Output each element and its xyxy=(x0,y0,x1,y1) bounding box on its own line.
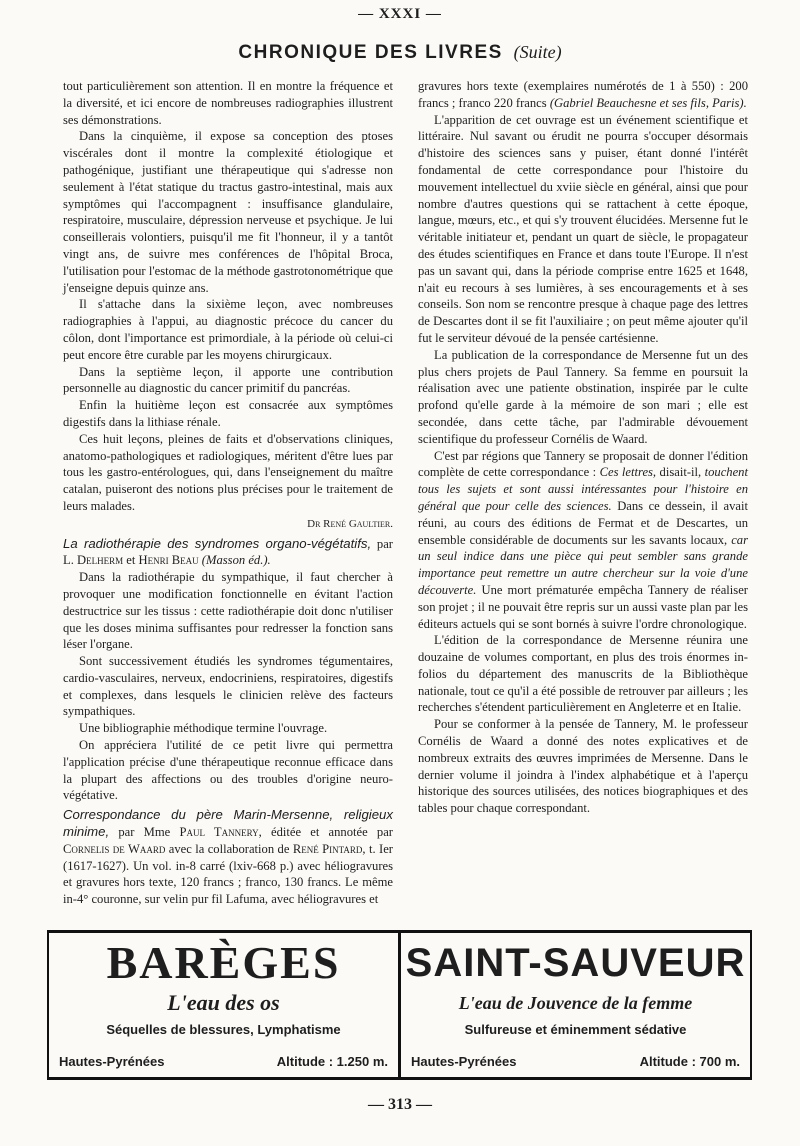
book-title: Correspondance du père Marin-Mersenne, religieux minime, xyxy=(63,807,393,840)
paragraph: La publication de la correspondance de Mersenne fut un des plus chers projets de Paul Tannery. Sa femme en poursuit la réalisation avec une patiente obstination, inspirée par le culte profond qu'elle garde à la mémoire de son mari ; elle est secondée, dans cette tâche, par l'admirable dévouement scientifique du professeur Cornélis de Waard. xyxy=(418,347,748,446)
entry-text: t. Ier (1617-1627). Un vol. in-8 carré (lxiv-668 p.) avec héliogravures et gravures hors texte, 120 francs ; franco, 130 francs. Le même in-4° couronne, sur velin pur fil Lafuma, avec héliogravures et xyxy=(63,841,393,907)
paragraph: Une bibliographie méthodique termine l'ouvrage. xyxy=(79,721,328,736)
ad-altitude: Altitude : 1.250 m. xyxy=(276,1054,388,1069)
entry-text: éditée et annotée par xyxy=(270,825,393,840)
text-run: disait-il, xyxy=(659,465,702,480)
paragraph: Ces huit leçons, pleines de faits et d'observations cliniques, anatomo-pathologiques et radiologiques, méritent d'être lues par tous les gastro-entérologues, qui, dans l'enseignement du maître catalan, puiseront des notions plus précises pour le traitement de leurs malades. xyxy=(63,431,393,513)
book-author: L. Delherm xyxy=(63,553,124,568)
ad-slogan: L'eau de Jouvence de la femme xyxy=(458,993,693,1013)
ad-altitude: Altitude : 700 m. xyxy=(639,1054,740,1069)
paragraph: Dans la radiothérapie du sympathique, il faut chercher à provoquer une modification fonctionnelle en évitant l'action destructrice sur les tissus : cette radiothérapie doit donc n'utiliser que les doses minima suffisantes pour redresser la fonction sans léser l'organe. xyxy=(63,570,393,652)
entry-text: gravures hors texte (exemplaires numérotés de 1 à 550) : 200 francs ; franco 220 francs xyxy=(418,79,748,110)
ad-region: Hautes-Pyrénées xyxy=(59,1054,165,1069)
left-column xyxy=(63,78,393,908)
paragraph: Sont successivement étudiés les syndromes tégumentaires, cardio-vasculaires, nerveux, endocriniens, respiratoires, digestifs et complexes, dans lesquels le clinicien relève des facteurs sympathiques. xyxy=(63,654,393,719)
quote-run: car un seul indice dans une pièce qui peut sembler sans grande importance peut remettre un autre chercheur sur la voie d'une découverte. xyxy=(418,532,748,597)
ad-name: SAINT-SAUVEUR xyxy=(405,941,746,985)
running-title-suffix: (Suite) xyxy=(513,42,562,62)
paragraph: Enfin la huitième leçon est consacrée aux symptômes digestifs dans la lithiase rénale. xyxy=(63,398,393,429)
text-run: C'est par régions que Tannery se proposait de donner l'édition complète de cette correspondance : xyxy=(418,448,748,480)
right-column xyxy=(418,78,748,817)
page-number: — 313 — xyxy=(368,1096,432,1113)
paragraph: Dans la septième leçon, il apporte une contribution personnelle au diagnostic du cancer primitif du pancréas. xyxy=(63,364,393,396)
paragraph: L'apparition de cet ouvrage est un événement scientifique et littéraire. Nul savant ou érudit ne pourra s'occuper désormais d'histoire des sciences sans y puiser, étant donné l'intérêt fondamental de cette correspondance pour l'histoire du mouvement intellectuel du xviie siècle en général, ainsi que pour nombre d'autres questions qui se rattachent à cette époque, langue, mœurs, etc., et qui s'y trouvent élucidées. Mersenne fut le véritable initiateur et, pendant un quart de siècle, le propagateur des études scientifiques en France et dans toute l'Europe. Il n'est pas un savant qui, dans la période comprise entre 1625 et 1648, n'ait eu recours à ses lumières, à ses encouragements et à ses conseils. Son nom se rencontre presque à chaque page des lettres de Descartes dont il se fit l'auxiliaire ; on peut même ajouter qu'il fut le serviteur dévoué de la pensée cartésienne. xyxy=(418,112,748,345)
ad-name: BARÈGES xyxy=(106,937,341,988)
ad-description: Séquelles de blessures, Lymphatisme xyxy=(106,1022,341,1037)
ad-footer xyxy=(59,1054,388,1069)
entry-text: par Mme xyxy=(118,825,171,840)
paragraph: L'édition de la correspondance de Mersenne réunira une douzaine de volumes comportant, en plus des trois énormes in-folios du département des manuscrits de la Bibliothèque nationale, tout ce qu'il a été possible de retrouver par ailleurs ; les recherches s'étendent particulièrement en Angleterre et en Italie. xyxy=(418,633,748,715)
paragraph: On appréciera l'utilité de ce petit livre qui permettra l'application précise d'une thérapeutique reconnue efficace dans la plupart des affections ou des troubles d'origine neuro-végétative. xyxy=(63,738,393,803)
entry-text: et xyxy=(126,553,136,568)
running-title xyxy=(0,42,800,64)
text-run: Dans ce dessein, il avait réuni, au cours des éditions de Fermat et de Descartes, un ensemble considérable de documents sur les savants locaux, xyxy=(418,498,748,547)
paragraph: Il s'attache dans la sixième leçon, avec nombreuses radiographies à l'appui, au diagnostic précoce du cancer du côlon, dont l'importance est primordiale, à la période où celui-ci peut encore être curable par les moyens chirurgicaux. xyxy=(63,297,393,362)
ad-footer xyxy=(411,1054,740,1069)
paragraph: Dans la cinquième, il expose sa conception des ptoses viscérales dont il montre la complexité étiologique et pathogénique, justifiant une thérapeutique qui s'adresse non seulement à l'état statique du tractus gastro-intestinal, mais aux symptômes qui l'accompagnent : insuffisance glandulaire, respiratoire, musculaire, dépression nerveuse et psychique. Je lui conseillerais volontiers, puisqu'il me fit l'honneur, il y a tantôt vingt ans, de suivre mes conférences de l'hôpital Broca, l'utilisation pour l'estomac de la méthode gastrotonométrique que j'enseigne depuis quinze ans. xyxy=(63,129,393,295)
text-run: Une mort prématurée empêcha Tannery de réaliser son projet ; il ne pouvait être repris sur un aussi vaste plan par les éditeurs actuels qui se sont bornés à suivre l'ordre chronologique. xyxy=(418,582,748,631)
ad-region: Hautes-Pyrénées xyxy=(411,1054,517,1069)
book-author: Paul Tannery, xyxy=(179,825,262,840)
book-author: Henri Beau xyxy=(138,553,199,568)
paragraph: Pour se conformer à la pensée de Tannery, M. le professeur Cornélis de Waard a donné des notes explicatives et de nombreux extraits des œuvres imprimées de Mersenne. Dans le dernier volume il joindra à l'index alphabétique et à l'aperçu historique des sources utilisées, des notices biographiques et des tables pour chaque correspondant. xyxy=(418,717,748,816)
book-collaborator: René Pintard, xyxy=(292,841,366,856)
entry-text: par xyxy=(376,536,393,551)
book-entry-mersenne xyxy=(63,807,393,908)
advertisement-banner xyxy=(47,930,752,1080)
roman-page-number: — XXXI — xyxy=(358,6,442,22)
book-entry-radiotherapie xyxy=(63,536,393,570)
book-editor: Cornelis de Waard xyxy=(63,841,166,856)
paragraph: tout particulièrement son attention. Il en montre la fréquence et la diversité, et ici encore de nombreuses radiographies illustrent ses démonstrations. xyxy=(63,79,393,127)
running-title-text: CHRONIQUE DES LIVRES xyxy=(238,42,503,63)
book-publisher: (Masson éd.). xyxy=(201,553,271,568)
book-publisher: (Gabriel Beauchesne et ses fils, Paris). xyxy=(549,95,747,110)
ad-saint-sauveur xyxy=(401,933,750,1077)
entry-continuation xyxy=(418,78,748,112)
quote-run: touchent tous les sujets et sont aussi intéressantes pour l'histoire en général que pour celle des sciences. xyxy=(418,465,748,513)
entry-text: avec la collaboration de xyxy=(168,841,290,856)
ad-slogan: L'eau des os xyxy=(167,990,280,1015)
quote-run: Ces lettres, xyxy=(599,465,657,480)
ad-description: Sulfureuse et éminemment sédative xyxy=(464,1022,687,1037)
paragraph xyxy=(418,448,748,633)
book-title: La radiothérapie des syndromes organo-végétatifs, xyxy=(63,535,372,551)
ad-bareges xyxy=(49,933,401,1077)
review-signature: Dr René Gaultier. xyxy=(307,517,393,530)
